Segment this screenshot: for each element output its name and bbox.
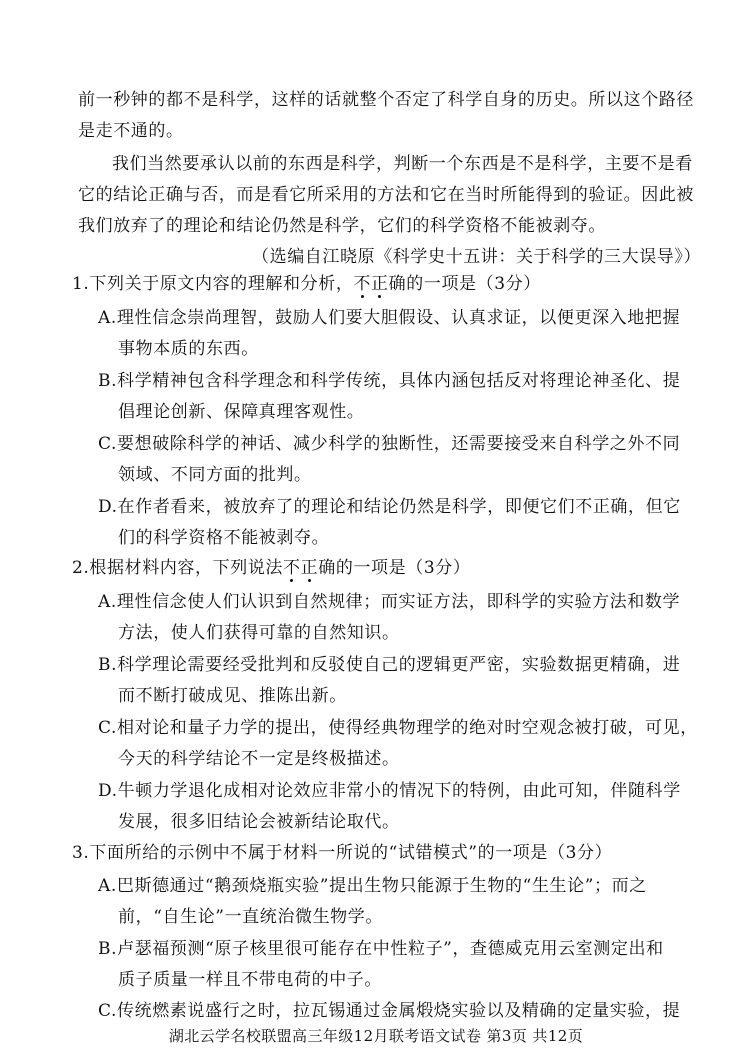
passage-line: 我们当然要承认以前的东西是科学，判断一个东西是不是科学，主要不是看 xyxy=(112,154,693,174)
question-stem-text: 2.根据材料内容，下列说法 xyxy=(72,558,284,578)
emphasis-dot-char: 不 xyxy=(283,558,301,578)
question-2-option-a-cont: 方法，使人们获得可靠的自然知识。 xyxy=(118,623,400,643)
emphasis-dot-char: 正 xyxy=(371,274,389,294)
emphasis-dot-char: 正 xyxy=(300,558,319,578)
question-stem-text: 1.下列关于原文内容的理解和分析， xyxy=(72,274,354,294)
question-2-option-d: D.牛顿力学退化成相对论效应非常小的情况下的特例，由此可知，伴随科学 xyxy=(98,781,681,801)
question-1-option-d-cont: 们的科学资格不能被剥夺。 xyxy=(118,528,330,548)
passage-line: 它的结论正确与否，而是看它所采用的方法和它在当时所能得到的验证。因此被 xyxy=(78,185,694,205)
question-stem-text: 确的一项是（3分） xyxy=(318,558,471,578)
question-1-option-b-cont: 倡理论创新、保障真理客观性。 xyxy=(118,402,365,422)
question-3-option-b-cont: 质子质量一样且不带电荷的中子。 xyxy=(118,970,382,990)
question-1-stem xyxy=(72,272,541,296)
question-2-option-d-cont: 发展，很多旧结论会被新结论取代。 xyxy=(118,812,400,832)
page-footer: 湖北云学名校联盟高三年级12月联考语文试卷 第3页 共12页 xyxy=(168,1027,584,1045)
question-2-option-b: B.科学理论需要经受批判和反驳使自己的逻辑更严密，实验数据更精确，进 xyxy=(98,655,681,675)
question-3-stem: 3.下面所给的示例中不属于材料一所说的“试错模式”的一项是（3分） xyxy=(72,843,613,863)
question-2-option-a: A.理性信念使人们认识到自然规律；而实证方法，即科学的实验方法和数学 xyxy=(98,592,681,612)
question-3-option-b: B.卢瑟福预测“原子核里很可能存在中性粒子”，查德威克用云室测定出和 xyxy=(98,939,664,959)
question-stem-text: 确的一项是（3分） xyxy=(388,274,541,294)
question-2-option-b-cont: 而不断打破成见、推陈出新。 xyxy=(118,686,347,706)
passage-line: 我们放弃了的理论和结论仍然是科学，它们的科学资格不能被剥夺。 xyxy=(78,216,606,236)
question-1-option-a: A.理性信念崇尚理智，鼓励人们要大胆假设、认真求证，以便更深入地把握 xyxy=(98,308,681,328)
question-2-option-c-cont: 今天的科学结论不一定是终极描述。 xyxy=(118,749,400,769)
passage-source: （选编自江晓原《科学史十五讲：关于科学的三大误导》） xyxy=(252,247,702,267)
question-1-option-c-cont: 领域、不同方面的批判。 xyxy=(118,465,312,485)
question-1-option-b: B.科学精神包含科学理念和科学传统，具体内涵包括反对将理论神圣化、提 xyxy=(98,371,681,391)
question-1-option-d: D.在作者看来，被放弃了的理论和结论仍然是科学，即便它们不正确，但它 xyxy=(98,497,681,517)
question-1-option-c: C.要想破除科学的神话、减少科学的独断性，还需要接受来自科学之外不同 xyxy=(98,434,681,454)
question-3-option-a: A.巴斯德通过“鹅颈烧瓶实验”提出生物只能源于生物的“生生论”；而之 xyxy=(98,876,647,896)
question-2-option-c: C.相对论和量子力学的提出，使得经典物理学的绝对时空观念被打破，可见， xyxy=(98,718,698,738)
question-1-option-a-cont: 事物本质的东西。 xyxy=(118,339,259,359)
question-3-option-c: C.传统燃素说盛行之时，拉瓦锡通过金属煅烧实验以及精确的定量实验，提 xyxy=(98,1001,681,1021)
question-2-stem xyxy=(72,556,470,580)
question-3-option-a-cont: 前，“自生论”一直统治微生物学。 xyxy=(118,907,383,927)
passage-line: 是走不通的。 xyxy=(78,121,184,141)
emphasis-dot-char: 不 xyxy=(353,274,372,294)
passage-line: 前一秒钟的都不是科学，这样的话就整个否定了科学自身的历史。所以这个路径 xyxy=(78,90,694,110)
